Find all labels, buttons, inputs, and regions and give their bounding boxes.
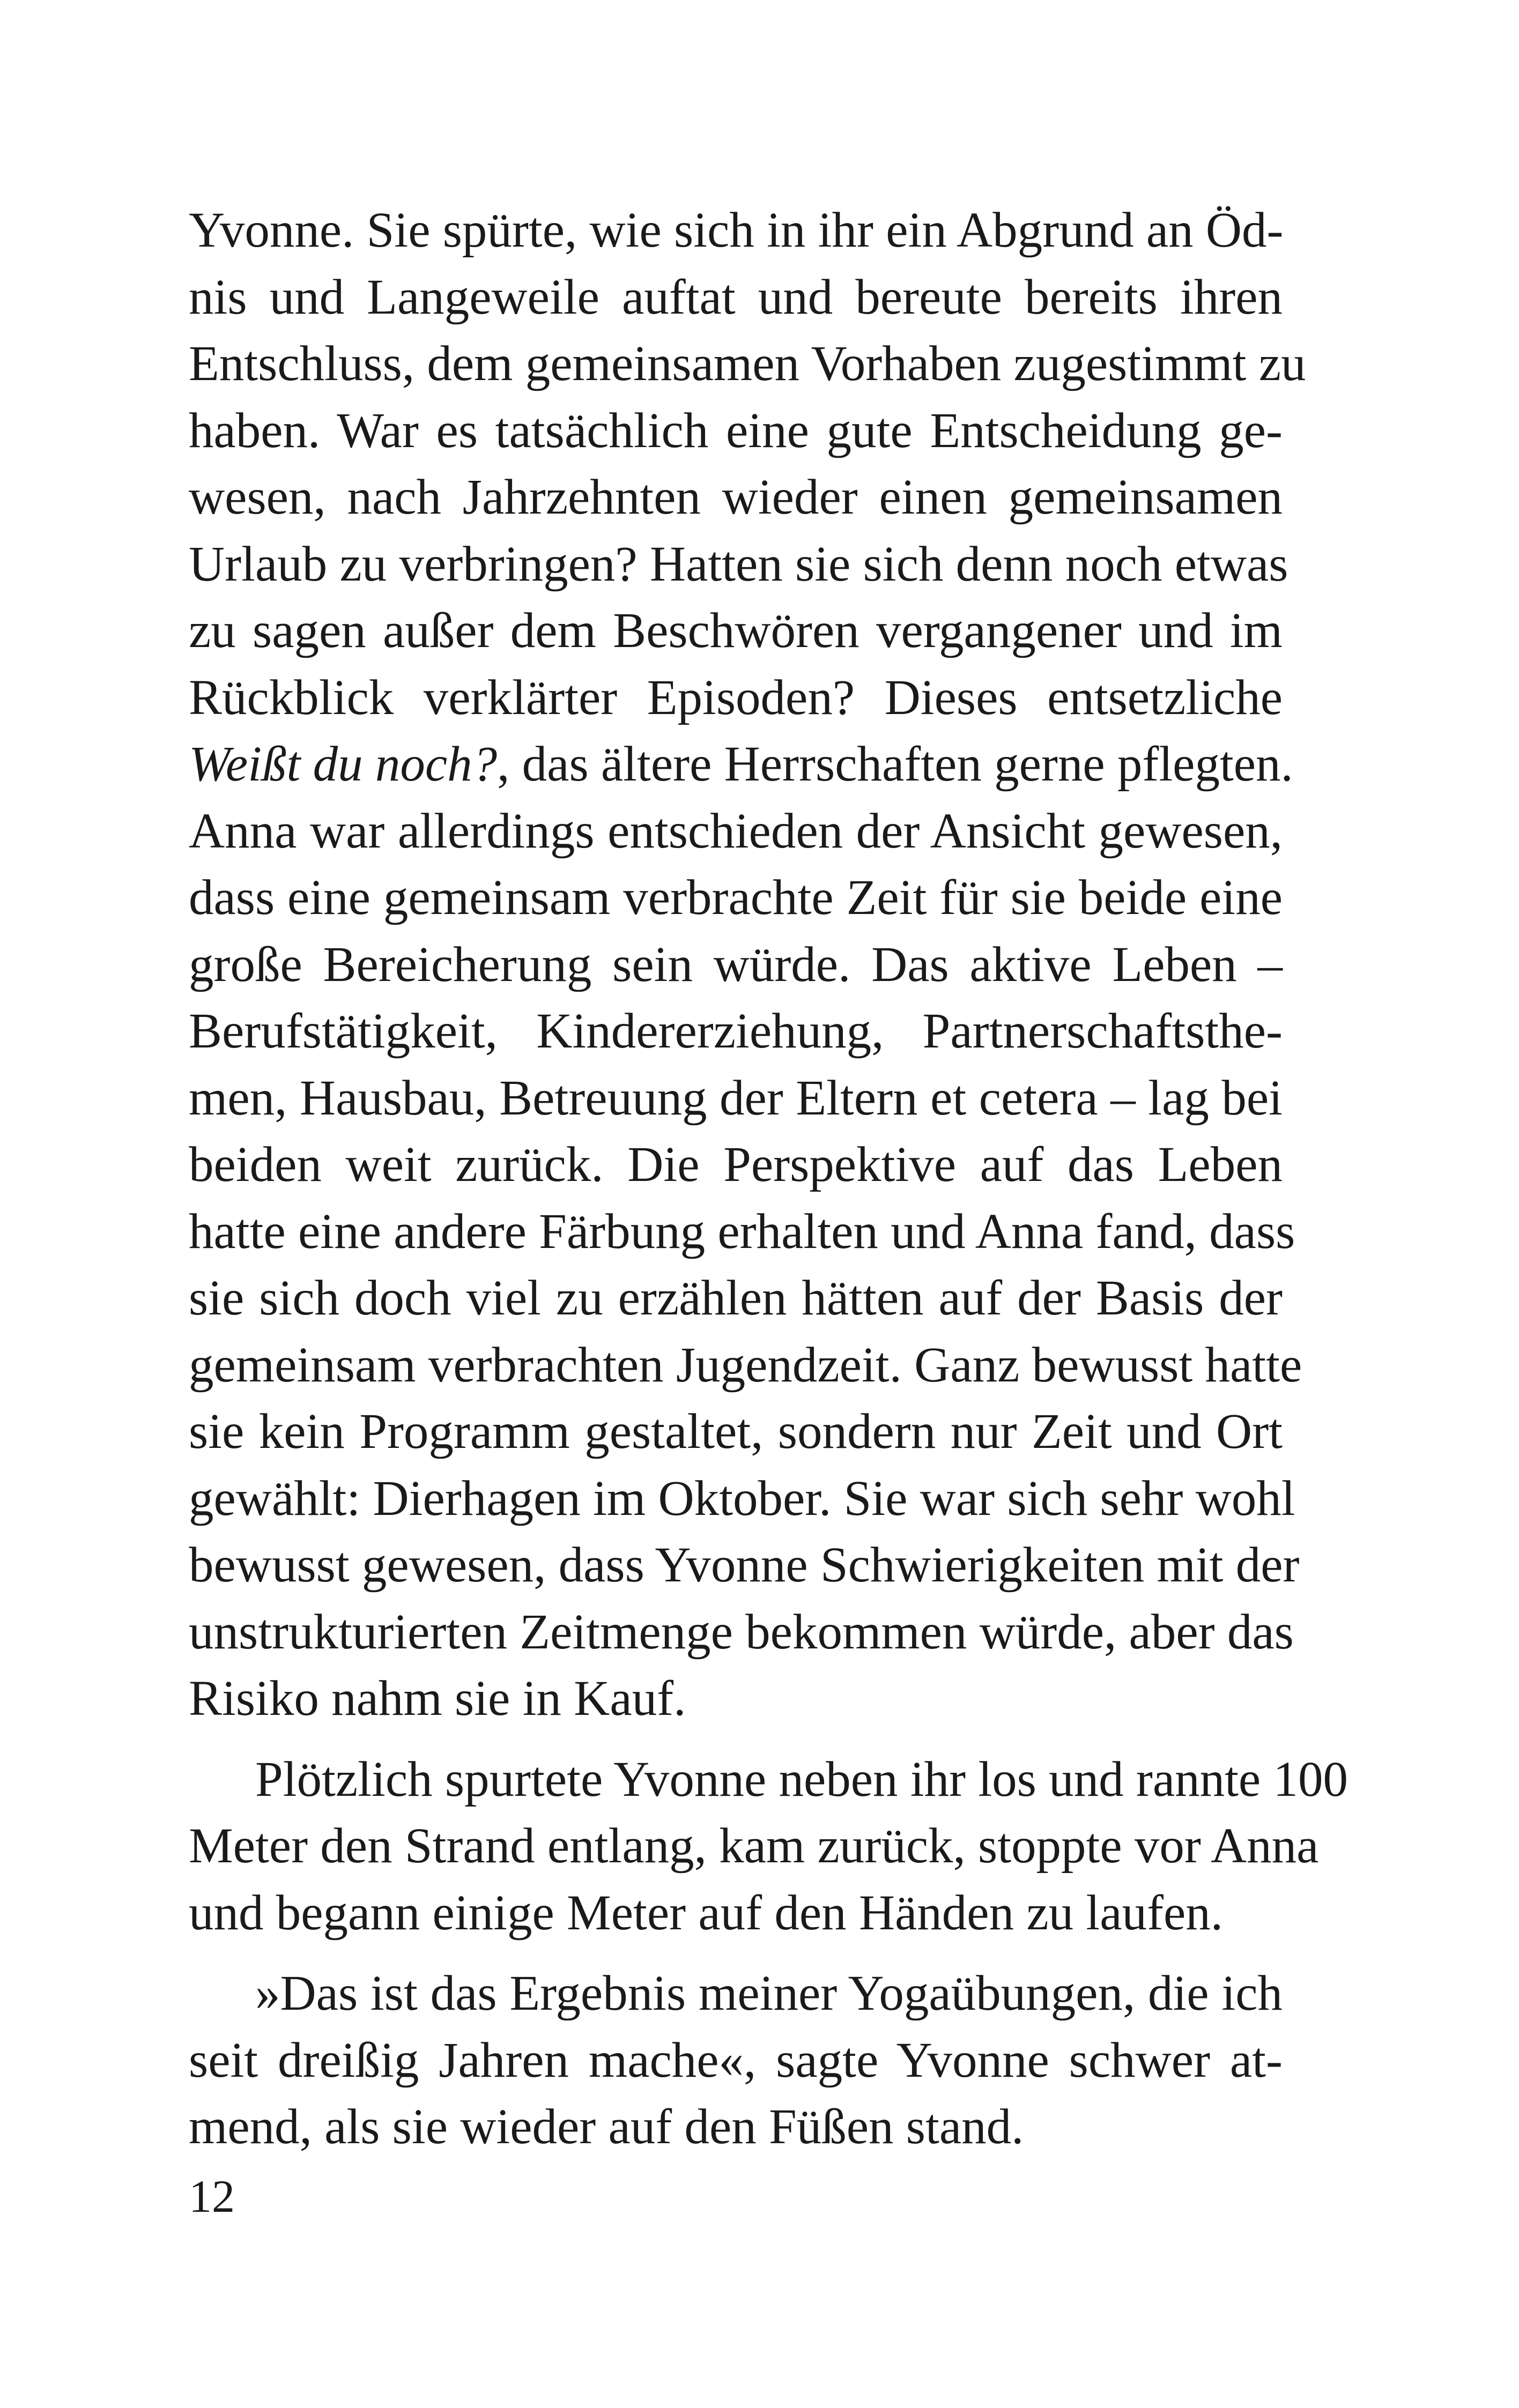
paragraph-2 <box>189 1746 1348 1947</box>
text-line: haben. War es tatsächlich eine gute Entscheidung ge- <box>189 403 1283 458</box>
text-line: sie kein Programm gestaltet, sondern nur Zeit und Ort <box>189 1404 1283 1459</box>
body-text <box>189 197 1348 2161</box>
page-number: 12 <box>189 2171 235 2222</box>
paragraph-1 <box>189 197 1306 1733</box>
text-line: unstrukturierten Zeitmenge bekommen würde, aber das <box>189 1604 1294 1660</box>
text-line: Yvonne. Sie spürte, wie sich in ihr ein Abgrund an Öd- <box>189 203 1284 258</box>
text-line: Urlaub zu verbringen? Hatten sie sich denn noch etwas <box>189 536 1288 592</box>
text-line-with-italic <box>189 731 1293 798</box>
text-line: »Das ist das Ergebnis meiner Yogaübungen, die ich <box>255 1966 1283 2021</box>
text-line: hatte eine andere Färbung erhalten und Anna fand, dass <box>189 1203 1295 1259</box>
text-line: gewählt: Dierhagen im Oktober. Sie war sich sehr wohl <box>189 1470 1295 1526</box>
text-line: gemeinsam verbrachten Jugendzeit. Ganz bewusst hatte <box>189 1337 1302 1393</box>
text-line: sie sich doch viel zu erzählen hätten auf der Basis der <box>189 1270 1283 1326</box>
text-line: wesen, nach Jahrzehnten wieder einen gemeinsamen <box>189 470 1283 525</box>
text-line: seit dreißig Jahren mache«, sagte Yvonne schwer at- <box>189 2032 1283 2088</box>
text-line: bewusst gewesen, dass Yvonne Schwierigkeiten mit der <box>189 1537 1300 1593</box>
text-line: dass eine gemeinsam verbrachte Zeit für sie beide eine <box>189 870 1283 925</box>
text-line: und begann einige Meter auf den Händen zu laufen. <box>189 1885 1223 1941</box>
line-rest: , das ältere Herrschaften gerne pflegten. <box>497 737 1293 792</box>
text-line: zu sagen außer dem Beschwören vergangener und im <box>189 603 1283 658</box>
text-line: große Bereicherung sein würde. Das aktive Leben – <box>189 937 1283 992</box>
text-line: Plötzlich spurtete Yvonne neben ihr los und rannte 100 <box>255 1751 1348 1807</box>
text-line: Risiko nahm sie in Kauf. <box>189 1671 686 1726</box>
text-line: men, Hausbau, Betreuung der Eltern et cetera – lag bei <box>189 1070 1283 1126</box>
text-line: Rückblick verklärter Episoden? Dieses entsetzliche <box>189 670 1283 725</box>
text-line: Anna war allerdings entschieden der Ansicht gewesen, <box>189 803 1283 859</box>
italic-phrase: Weißt du noch? <box>189 737 498 792</box>
text-line: Berufstätigkeit, Kindererziehung, Partnerschaftsthe- <box>189 1004 1283 1059</box>
paragraph-3 <box>189 1960 1283 2161</box>
text-line: mend, als sie wieder auf den Füßen stand. <box>189 2099 1024 2154</box>
text-line: beiden weit zurück. Die Perspektive auf das Leben <box>189 1137 1283 1192</box>
text-line: nis und Langeweile auftat und bereute bereits ihren <box>189 269 1283 325</box>
text-line: Entschluss, dem gemeinsamen Vorhaben zugestimmt zu <box>189 336 1306 391</box>
text-line: Meter den Strand entlang, kam zurück, stoppte vor Anna <box>189 1818 1319 1874</box>
